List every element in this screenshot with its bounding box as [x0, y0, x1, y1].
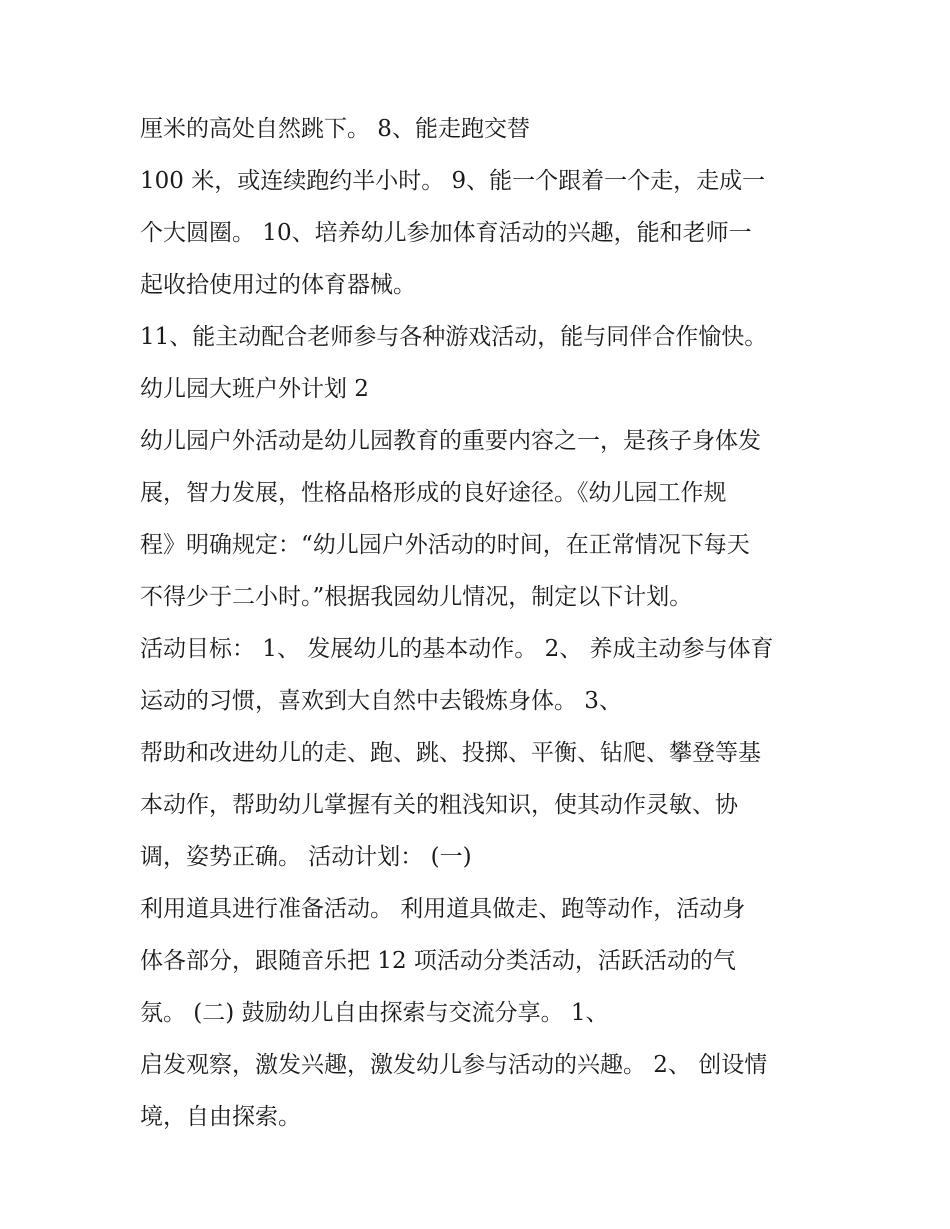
text-line: 不得少于二小时。”根据我园幼儿情况，制定以下计划。 [140, 584, 693, 610]
text-line: 帮助和改进幼儿的走、跑、跳、投掷、平衡、钻爬、攀登等基 [140, 740, 761, 766]
text-line: 100 米，或连续跑约半小时。 9、能一个跟着一个走，走成一 [140, 168, 766, 194]
text-line: 11、能主动配合老师参与各种游戏活动，能与同伴合作愉快。 [140, 324, 768, 350]
text-line: 活动目标： 1、 发展幼儿的基本动作。 2、 养成主动参与体育 [140, 636, 774, 662]
text-line: 境，自由探索。 [140, 1104, 301, 1130]
text-line: 程》明确规定：“幼儿园户外活动的时间，在正常情况下每天 [140, 532, 750, 558]
document-body [140, 103, 830, 1143]
text-line: 个大圆圈。 10、培养幼儿参加体育活动的兴趣，能和老师一 [140, 220, 752, 246]
text-line: 体各部分，跟随音乐把 12 项活动分类活动，活跃活动的气 [140, 948, 736, 974]
text-line: 本动作，帮助幼儿掌握有关的粗浅知识，使其动作灵敏、协 [140, 792, 738, 818]
text-line: 氛。 (二) 鼓励幼儿自由探索与交流分享。 1、 [140, 1000, 609, 1026]
text-line: 运动的习惯，喜欢到大自然中去锻炼身体。 3、 [140, 688, 622, 714]
text-line: 调，姿势正确。 活动计划： (一) [140, 844, 472, 870]
text-line: 起收拾使用过的体育器械。 [140, 272, 416, 298]
section-heading: 幼儿园大班户外计划 2 [140, 376, 369, 402]
text-line: 幼儿园户外活动是幼儿园教育的重要内容之一，是孩子身体发 [140, 428, 761, 454]
text-line: 利用道具进行准备活动。 利用道具做走、跑等动作，活动身 [140, 896, 746, 922]
text-line: 启发观察，激发兴趣，激发幼儿参与活动的兴趣。 2、 创设情 [140, 1052, 768, 1078]
text-line: 厘米的高处自然跳下。 8、能走跑交替 [140, 116, 530, 142]
text-line: 展，智力发展，性格品格形成的良好途径。《幼儿园工作规 [140, 480, 727, 506]
